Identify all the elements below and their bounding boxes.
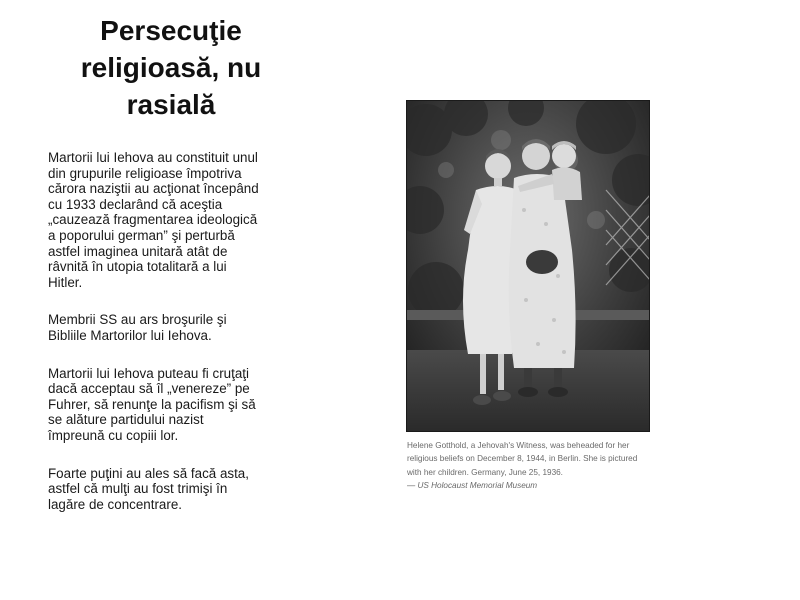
photo-credit: — US Holocaust Memorial Museum [407,481,538,491]
paragraph-spared [48,366,300,444]
paragraph-ss [48,312,300,343]
text-line: astfel imaginea unitară atât de [48,243,228,259]
text-line: astfel că mulţi au fost trimişi în [48,481,228,497]
text-line: cu 1933 declarând că aceştia [48,196,223,212]
caption-line: Helene Gotthold, a Jehovah's Witness, was beheaded for her [407,441,630,450]
text-line: a poporului german” şi perturbă [48,227,235,243]
text-line: lagăre de concentrare. [48,496,182,512]
paragraph-camps [48,466,300,513]
body-text [48,150,300,534]
text-line: Fuhrer, să renunţe la pacifism şi să [48,396,256,412]
historical-family-photo [406,100,650,432]
text-line: cărora naziştii au acţionat începând [48,181,259,197]
text-line: dacă acceptau să îl „venereze” pe [48,381,250,397]
text-line: Membrii SS au ars broşurile şi [48,312,227,328]
title-line: rasială [126,89,216,120]
text-line: râvnită în utopia totalitară a lui [48,259,227,275]
text-line: din grupurile religioase împotriva [48,165,242,181]
paragraph-persecution [48,150,300,290]
text-line: se alăture partidului nazist [48,412,204,428]
text-line: „cauzează fragmentarea ideologică [48,212,258,228]
text-line: Martorii lui Iehova puteau fi cruţaţi [48,365,249,381]
text-line: împreună cu copiii lor. [48,427,179,443]
text-line: Hitler. [48,274,83,290]
caption-line: religious beliefs on December 8, 1944, in Berlin. She is pictured [407,454,638,464]
text-line: Martorii lui Iehova au constituit unul [48,150,258,165]
slide-title [40,12,302,123]
text-line: Foarte puţini au ales să facă asta, [48,465,249,481]
photo-caption [407,439,677,493]
caption-line: with her children. Germany, June 25, 1936. [407,467,563,477]
photo-drawing [406,100,650,432]
title-line: religioasă, nu [80,52,262,83]
title-line: Persecuţie [100,15,242,46]
text-line: Bibliile Martorilor lui Iehova. [48,327,212,343]
